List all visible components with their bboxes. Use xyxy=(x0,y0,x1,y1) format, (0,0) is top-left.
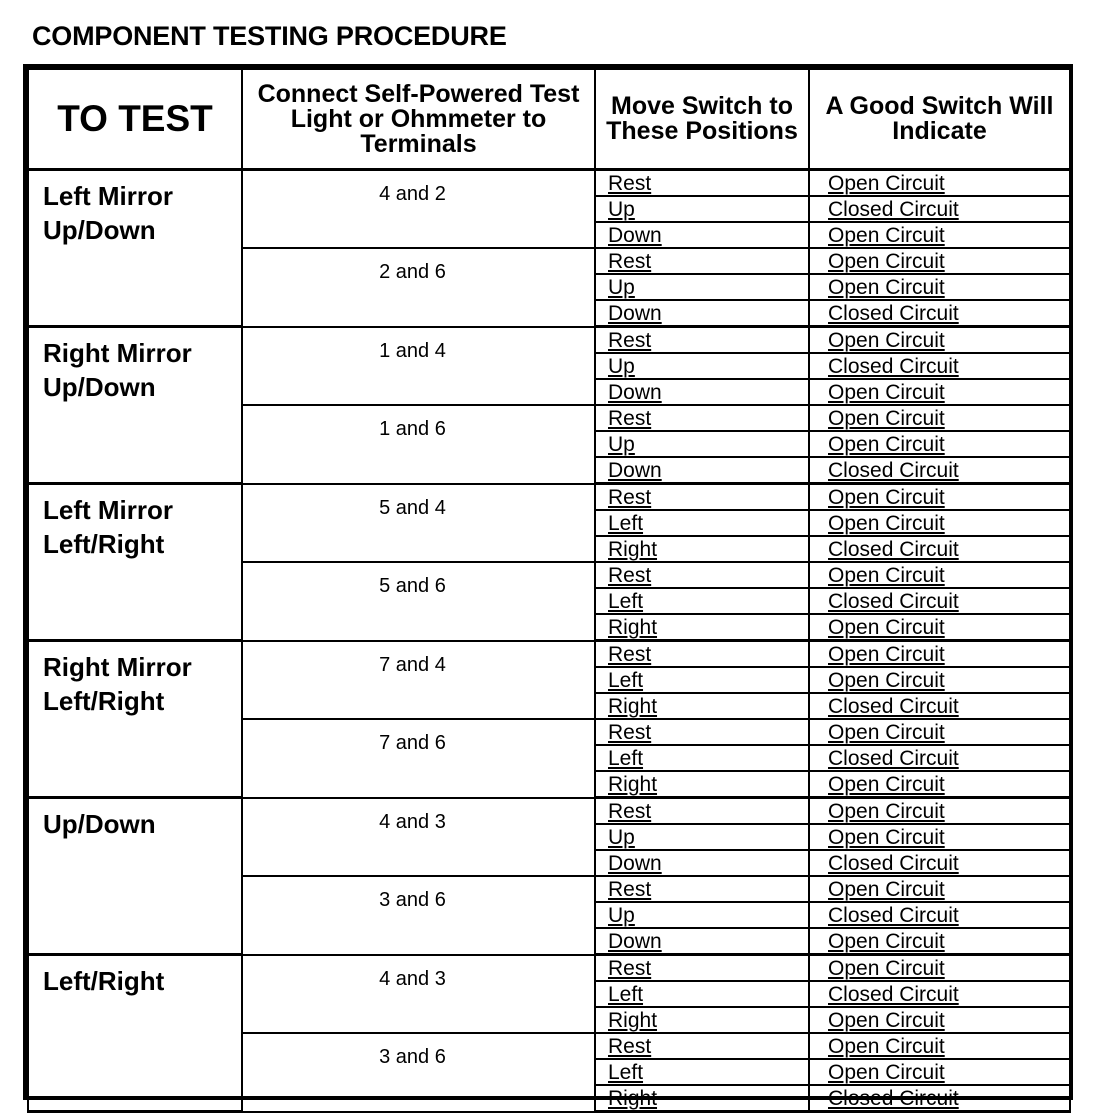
result-cell: Open Circuit xyxy=(809,798,1070,825)
switch-position-cell: Down xyxy=(595,457,809,484)
result-cell: Open Circuit xyxy=(809,379,1070,405)
terminals-cell: 3 and 6 xyxy=(242,876,595,955)
result-cell: Open Circuit xyxy=(809,562,1070,588)
result-cell: Closed Circuit xyxy=(809,745,1070,771)
switch-position-cell: Right xyxy=(595,536,809,562)
terminals-cell: 7 and 4 xyxy=(242,641,595,720)
switch-position-cell: Up xyxy=(595,274,809,300)
result-cell: Closed Circuit xyxy=(809,693,1070,719)
result-cell: Open Circuit xyxy=(809,1007,1070,1033)
result-cell: Open Circuit xyxy=(809,222,1070,248)
result-cell: Open Circuit xyxy=(809,510,1070,536)
result-cell: Closed Circuit xyxy=(809,353,1070,379)
switch-position-cell: Rest xyxy=(595,562,809,588)
result-cell: Open Circuit xyxy=(809,248,1070,274)
switch-position-cell: Rest xyxy=(595,484,809,511)
switch-position-cell: Rest xyxy=(595,955,809,982)
result-cell: Open Circuit xyxy=(809,614,1070,641)
switch-position-cell: Rest xyxy=(595,876,809,902)
header-terminals: Connect Self-Powered Test Light or Ohmmeter to Terminals xyxy=(242,69,595,170)
switch-position-cell: Right xyxy=(595,771,809,798)
switch-position-cell: Left xyxy=(595,745,809,771)
switch-position-cell: Rest xyxy=(595,248,809,274)
result-cell: Closed Circuit xyxy=(809,536,1070,562)
test-name-cell: Up/Down xyxy=(28,798,242,955)
switch-position-cell: Up xyxy=(595,431,809,457)
terminals-cell: 3 and 6 xyxy=(242,1033,595,1112)
result-cell: Open Circuit xyxy=(809,405,1070,431)
result-cell: Open Circuit xyxy=(809,1059,1070,1085)
test-name-cell: Right Mirror Up/Down xyxy=(28,327,242,484)
result-cell: Open Circuit xyxy=(809,484,1070,511)
table-row xyxy=(28,641,1070,668)
test-name-cell: Right Mirror Left/Right xyxy=(28,641,242,798)
result-cell: Closed Circuit xyxy=(809,300,1070,327)
switch-position-cell: Left xyxy=(595,667,809,693)
switch-position-cell: Rest xyxy=(595,1033,809,1059)
terminals-cell: 4 and 3 xyxy=(242,798,595,877)
table-row xyxy=(28,170,1070,197)
result-cell: Open Circuit xyxy=(809,170,1070,197)
testing-table-grid xyxy=(27,68,1071,1113)
test-name-cell: Left Mirror Up/Down xyxy=(28,170,242,327)
result-cell: Closed Circuit xyxy=(809,902,1070,928)
header-to-test: TO TEST xyxy=(28,69,242,170)
switch-position-cell: Rest xyxy=(595,641,809,668)
switch-position-cell: Left xyxy=(595,588,809,614)
switch-position-cell: Right xyxy=(595,1085,809,1112)
table-body xyxy=(28,170,1070,1112)
result-cell: Open Circuit xyxy=(809,719,1070,745)
switch-position-cell: Rest xyxy=(595,170,809,197)
switch-position-cell: Down xyxy=(595,379,809,405)
switch-position-cell: Up xyxy=(595,196,809,222)
terminals-cell: 4 and 2 xyxy=(242,170,595,249)
switch-position-cell: Left xyxy=(595,1059,809,1085)
table-row xyxy=(28,798,1070,825)
terminals-cell: 2 and 6 xyxy=(242,248,595,327)
switch-position-cell: Rest xyxy=(595,719,809,745)
switch-position-cell: Down xyxy=(595,222,809,248)
result-cell: Open Circuit xyxy=(809,876,1070,902)
table-row xyxy=(28,327,1070,354)
switch-position-cell: Up xyxy=(595,824,809,850)
switch-position-cell: Up xyxy=(595,902,809,928)
terminals-cell: 1 and 4 xyxy=(242,327,595,406)
result-cell: Open Circuit xyxy=(809,327,1070,354)
result-cell: Open Circuit xyxy=(809,641,1070,668)
switch-position-cell: Rest xyxy=(595,327,809,354)
switch-position-cell: Right xyxy=(595,693,809,719)
switch-position-cell: Left xyxy=(595,981,809,1007)
switch-position-cell: Down xyxy=(595,928,809,955)
result-cell: Closed Circuit xyxy=(809,196,1070,222)
switch-position-cell: Up xyxy=(595,353,809,379)
page-title: COMPONENT TESTING PROCEDURE xyxy=(32,21,507,51)
switch-position-cell: Right xyxy=(595,1007,809,1033)
switch-position-cell: Down xyxy=(595,300,809,327)
result-cell: Closed Circuit xyxy=(809,457,1070,484)
header-positions: Move Switch to These Positions xyxy=(595,69,809,170)
terminals-cell: 7 and 6 xyxy=(242,719,595,798)
switch-position-cell: Rest xyxy=(595,798,809,825)
switch-position-cell: Down xyxy=(595,850,809,876)
result-cell: Closed Circuit xyxy=(809,1085,1070,1112)
result-cell: Open Circuit xyxy=(809,431,1070,457)
result-cell: Open Circuit xyxy=(809,928,1070,955)
switch-position-cell: Right xyxy=(595,614,809,641)
terminals-cell: 5 and 4 xyxy=(242,484,595,563)
table-row xyxy=(28,955,1070,982)
result-cell: Open Circuit xyxy=(809,667,1070,693)
terminals-cell: 1 and 6 xyxy=(242,405,595,484)
terminals-cell: 4 and 3 xyxy=(242,955,595,1034)
result-cell: Closed Circuit xyxy=(809,850,1070,876)
result-cell: Open Circuit xyxy=(809,955,1070,982)
switch-position-cell: Left xyxy=(595,510,809,536)
result-cell: Open Circuit xyxy=(809,274,1070,300)
test-name-cell: Left Mirror Left/Right xyxy=(28,484,242,641)
header-row xyxy=(28,69,1070,170)
header-indicate: A Good Switch Will Indicate xyxy=(809,69,1070,170)
test-name-cell: Left/Right xyxy=(28,955,242,1112)
result-cell: Closed Circuit xyxy=(809,981,1070,1007)
result-cell: Open Circuit xyxy=(809,824,1070,850)
switch-position-cell: Rest xyxy=(595,405,809,431)
result-cell: Open Circuit xyxy=(809,1033,1070,1059)
result-cell: Closed Circuit xyxy=(809,588,1070,614)
result-cell: Open Circuit xyxy=(809,771,1070,798)
testing-table xyxy=(23,64,1073,1110)
table-row xyxy=(28,484,1070,511)
terminals-cell: 5 and 6 xyxy=(242,562,595,641)
